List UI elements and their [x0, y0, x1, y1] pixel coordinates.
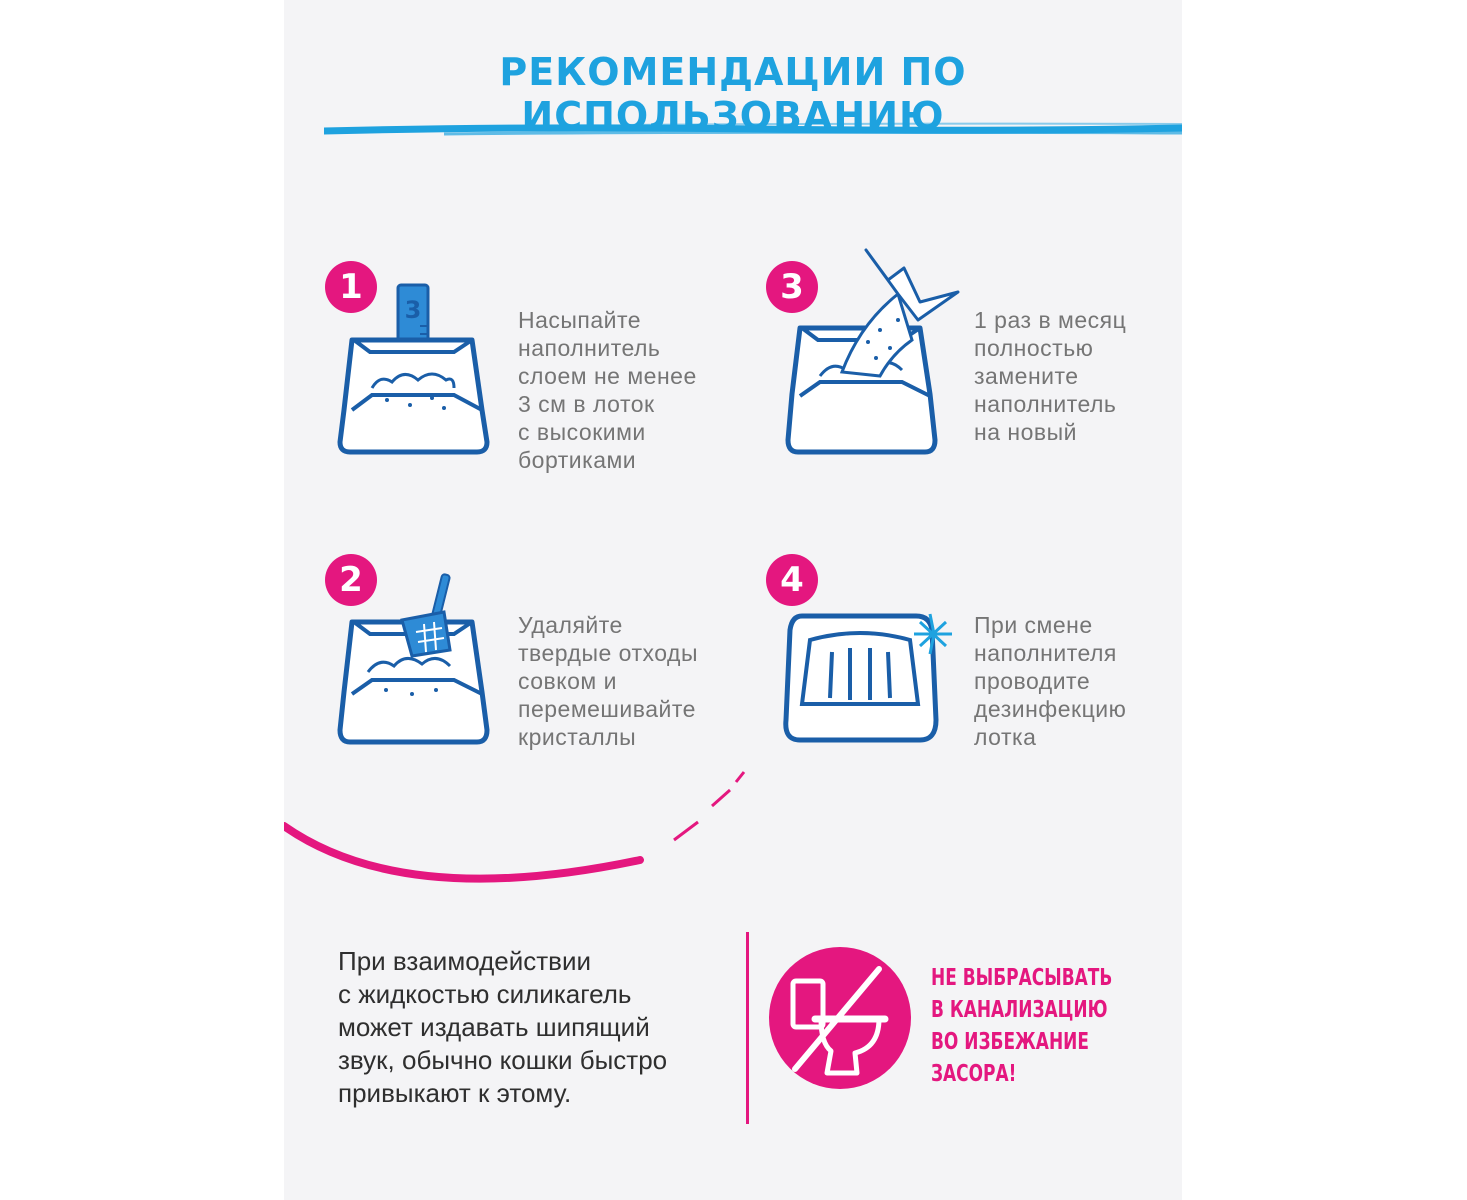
- litter-box-pour-icon: [780, 244, 980, 464]
- step-4-text: При смене наполнителя проводите дезинфекцию лотка: [974, 612, 1127, 750]
- svg-text:3: 3: [404, 296, 422, 324]
- page-title: РЕКОМЕНДАЦИИ ПО ИСПОЛЬЗОВАНИЮ: [499, 50, 967, 138]
- litter-box-ruler-icon: [332, 280, 492, 460]
- decorative-arc: [284, 760, 764, 910]
- vertical-divider: [746, 932, 749, 1124]
- litter-box-scoop-icon: [332, 572, 492, 752]
- step-2-badge: 2: [325, 554, 377, 606]
- step-3-text: 1 раз в месяц полностью замените наполнитель на новый: [974, 307, 1127, 445]
- silica-gel-note: При взаимодействии с жидкостью силикагель может издавать шипящий звук, обычно кошки быстро привыкают к этому.: [338, 946, 668, 1108]
- clean-litter-box-icon: [780, 600, 960, 750]
- instructions-card: [284, 0, 1182, 1200]
- step-4-badge: 4: [766, 554, 818, 606]
- step-1-badge: 1: [325, 261, 377, 313]
- no-toilet-icon: [767, 945, 913, 1091]
- brush-stroke-divider: [324, 118, 1182, 140]
- step-3-badge: 3: [766, 261, 818, 313]
- warning-text: НЕ ВЫБРАСЫВАТЬ В КАНАЛИЗАЦИЮ ВО ИЗБЕЖАНИЕ ЗАСОРА!: [931, 965, 1113, 1087]
- step-2-text: Удаляйте твердые отходы совком и перемешивайте кристаллы: [518, 612, 698, 750]
- step-1-text: Насыпайте наполнитель слоем не менее 3 см в лоток с высокими бортиками: [518, 307, 697, 473]
